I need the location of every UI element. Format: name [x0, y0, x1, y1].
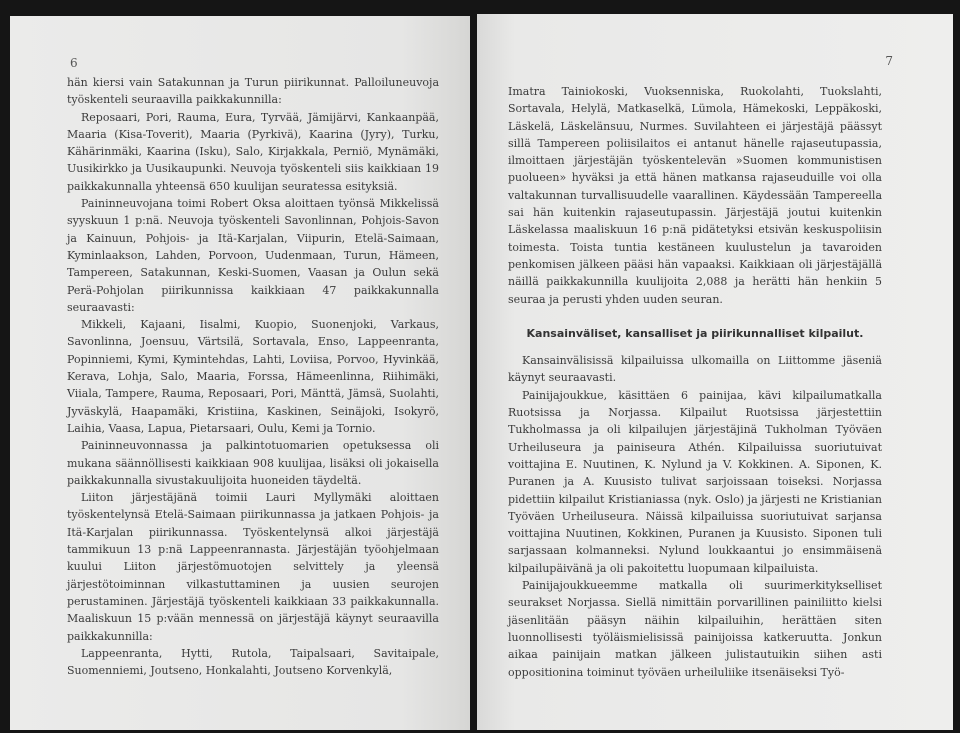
paragraph: Painijajoukkueemme matkalla oli suurimerkitykselliset seurakset Norjassa. Siellä nimittäin porvarillinen painiliitto kielsi jäsenlitään pääsyn näihin kilpailuihin, herättäen siten luonnollisesti työläismielisissä painijoissa katkeruutta. Jonkun aikaa painijain matkan jälkeen julistautuikin siihen asti oppositionina toiminut työväen urheiluliike itsenäiseksi Työ- [508, 579, 882, 679]
paragraph: Mikkeli, Kajaani, Iisalmi, Kuopio, Suonenjoki, Varkaus, Savonlinna, Joensuu, Värtsilä, Sortavala, Enso, Lappeenranta, Popinniemi, Kymi, Kymintehdas, Lahti, Loviisa, Porvoo, Hyvinkää, Kerava, Lohja, Salo, Maaria, Forssa, Hämeenlinna, Riihimäki, Viiala, Tampere, Rauma, Reposaari, Pori, Mänttä, Jämsä, Suolahti, Jyväskylä, Haapamäki, Kristiina, Kaskinen, Seinäjoki, Isokyrö, Laihia, Vaasa, Lapua, Pietarsaari, Oulu, Kemi ja Tornio. [67, 318, 439, 435]
paragraph: Imatra Tainiokoski, Vuoksenniska, Ruokolahti, Tuokslahti, Sortavala, Helylä, Matkaselkä, Lümola, Hämekoski, Leppäkoski, Läskelä, Läskelänsuu, Nurmes. Suvilahteen ei järjestäjä päässyt sillä Tampereen poliisilaitos ei antanut hänelle rajaseutupassia, ilmoittaen järjestäjän työskentelevän »Suomen kommunistisen puolueen» hyväksi ja että hänen matkansa rajaseuduille voi olla valtakunnan turvallisuudelle vaarallinen. Käydessään Tampereella sai hän kuitenkin rajaseutupassin. Järjestäjä joutui kuitenkin Läskelassa maaliskuun 16 p:nä pidätetyksi etsivän keskuspoliisin toimesta. Toista tuntia kestäneen kuulustelun ja tavaroiden penkomisen jälkeen pääsi hän vapaaksi. Kaikkiaan oli järjestäjällä näillä paikkakunnilla kuulijoita 2,088 ja herätti hän henkiin 5 seuraa ja perusti yhden uuden seuran. [508, 85, 882, 306]
section-heading: Kansainväliset, kansalliset ja piirikunnalliset kilpailut. [526, 326, 864, 340]
paragraph: Lappeenranta, Hytti, Rutola, Taipalsaari, Savitaipale, Suomenniemi, Joutseno, Honkalahti, Joutseno Korvenkylä, [67, 646, 439, 678]
paragraph: Reposaari, Pori, Rauma, Eura, Tyrvää, Jämijärvi, Kankaanpää, Maaria (Kisa-Toverit), Maaria (Pyrkivä), Kaarina (Jyry), Turku, Kähärinmäki, Kaarina (Isku), Salo, Kirjakkala, Perniö, Mynämäki, Uusikirkko ja Uusikaupunki. Neuvoja työskenteli siis kaikkiaan 19 paikkakunnalla yhteensä 650 kuulijan seuratessa esityksiä. [67, 110, 439, 193]
paragraph: Paininneuvojana toimi Robert Oksa aloittaen työnsä Mikkelissä syyskuun 1 p:nä. Neuvoja työskenteli Savonlinnan, Pohjois-Savon ja Kainuun, Pohjois- ja Itä-Karjalan, Viipurin, Etelä-Saimaan, Kyminlaakson, Lahden, Porvoon, Uudenmaan, Turun, Hämeen, Tampereen, Satakunnan, Keski-Suomen, Vaasan ja Oulun sekä Perä-Pohjolan piirikunnissa kaikkiaan 47 paikkakunnalla seuraavasti: [67, 197, 439, 314]
page-number-left: 6 [70, 56, 78, 70]
paragraph: Painijajoukkue, käsittäen 6 painijaa, kävi kilpailumatkalla Ruotsissa ja Norjassa. Kilpailut Ruotsissa järjestettiin Tukholmassa ja oli kilpailujen järjestäjinä Tukholman Työväen Urheiluseura ja painiseura Athén. Kilpailuissa suoriutuivat voittajina E. Nuutinen, K. Nylund ja V. Kokkinen. A. Siponen, K. Puranen ja A. Kuusisto tulivat sarjoissaan toiseksi. Norjassa pidettiin kilpailut Kristianiassa (nyk. Oslo) ja järjesti ne Kristianian Työväen Urheiluseura. Näissä kilpailuissa suoriutuivat sarjansa voittajina Nuutinen, Kokkinen, Puranen ja Kuusisto. Siponen tuli sarjassaan kolmanneksi. Nylund loukkaantui jo ensimmäisenä kilpailupäivänä ja oli pakoitettu luopumaan kilpailuista. [508, 388, 882, 575]
left-page-body [67, 74, 439, 679]
paragraph: hän kiersi vain Satakunnan ja Turun piirikunnat. Palloiluneuvoja työskenteli seuraavilla paikkakunnilla: [67, 76, 439, 107]
paragraph: Liiton järjestäjänä toimii Lauri Myllymäki aloittaen työskentelynsä Etelä-Saimaan piirikunnassa ja jatkaen Pohjois- ja Itä-Karjalan piirikunnassa. Työskentelynsä alkoi järjestäjä tammikuun 13 p:nä Lappeenrannasta. Järjestäjän työohjelmaan kuului Liiton järjestömuotojen selvittely ja yleensä järjestötoiminnan vilkastuttaminen ja uusien seurojen perustaminen. Järjestäjä työskenteli kaikkiaan 33 paikkakunnalla. Maaliskuun 15 p:vään mennessä on järjestäjä käynyt seuraavilla paikkakunnilla: [67, 491, 439, 643]
page-number-right: 7 [885, 54, 893, 68]
left-page [10, 16, 470, 730]
right-page-body [508, 83, 882, 681]
right-page [477, 14, 953, 730]
paragraph: Kansainvälisissä kilpailuissa ulkomailla on Liittomme jäseniä käynyt seuraavasti. [508, 354, 882, 385]
paragraph: Paininneuvonnassa ja palkintotuomarien opetuksessa oli mukana säännöllisesti kaikkiaan 908 kuulijaa, lisäksi oli jokaisella paikkakunnalla sivustakuulijoita huoneiden täydeltä. [67, 439, 439, 487]
